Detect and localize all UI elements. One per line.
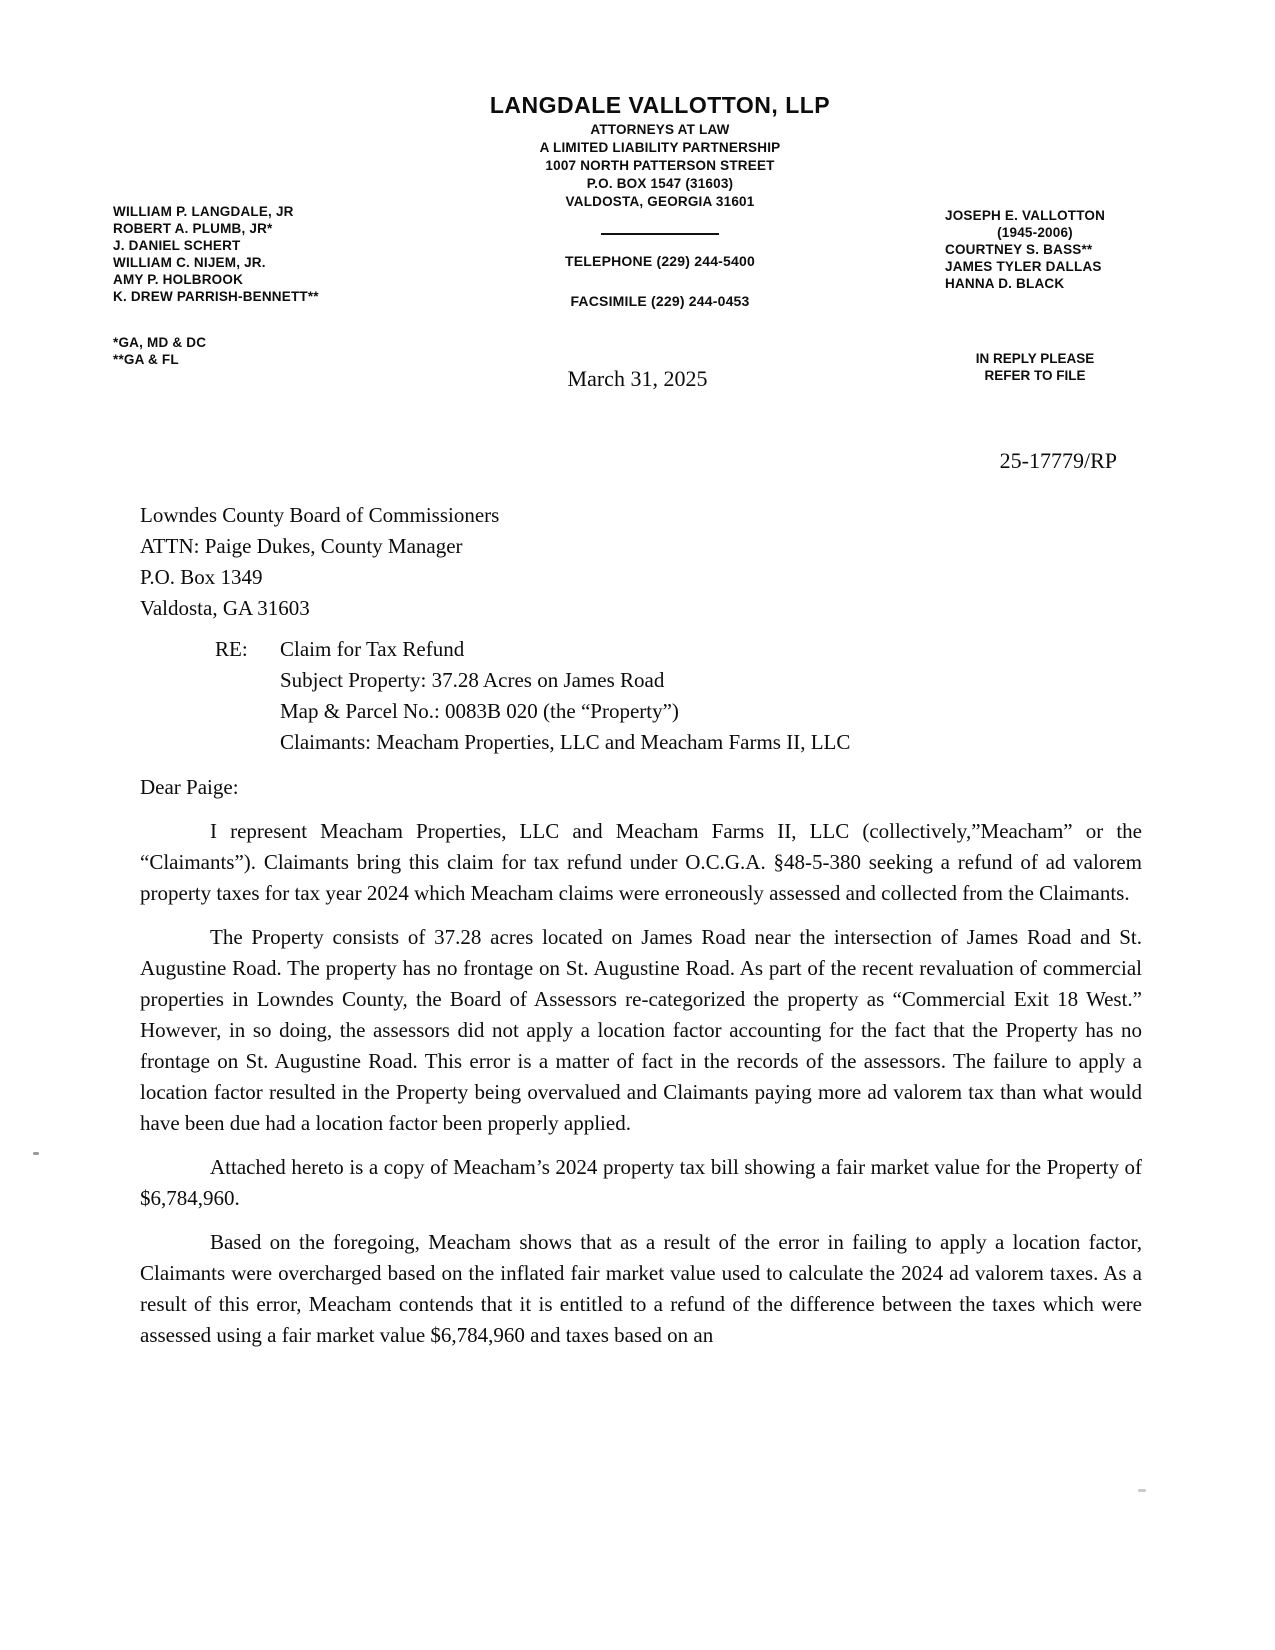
attorney-memorial-years: (1945-2006) <box>997 225 1073 240</box>
firm-facsimile: FACSIMILE (229) 244-0453 <box>570 293 750 309</box>
scan-speck <box>1138 1489 1146 1492</box>
bar-admission-notes <box>113 334 403 368</box>
file-number: 25-17779/RP <box>999 448 1117 473</box>
recipient-line: ATTN: Paige Dukes, County Manager <box>140 534 463 558</box>
bar-note: *GA, MD & DC <box>113 335 207 350</box>
recipient-line: Valdosta, GA 31603 <box>140 596 310 620</box>
scan-speck <box>33 1152 39 1155</box>
letterhead-divider <box>601 233 719 235</box>
firm-telephone: TELEPHONE (229) 244-5400 <box>565 253 755 269</box>
re-line: Map & Parcel No.: 0083B 020 (the “Property”) <box>280 699 679 723</box>
re-line: Claim for Tax Refund <box>280 637 465 661</box>
re-line: Claimants: Meacham Properties, LLC and Meacham Farms II, LLC <box>280 730 851 754</box>
reply-note-line1: IN REPLY PLEASE <box>975 351 1095 366</box>
firm-name: LANGDALE VALLOTTON, LLP <box>489 92 831 118</box>
attorney-name: ROBERT A. PLUMB, JR* <box>113 221 273 236</box>
body-paragraph-1: I represent Meacham Properties, LLC and Meacham Farms II, LLC (collectively,”Meacham” or the “Claimants”). Claimants bring this claim for tax refund under O.C.G.A. §48-5-380 seeking a refund of ad valorem property taxes for tax year 2024 which Meacham claims were erroneously assessed and collected from the Claimants. <box>140 819 1142 905</box>
attorney-name: AMY P. HOLBROOK <box>113 272 244 287</box>
re-label: RE: <box>215 637 248 661</box>
attorney-name: JOSEPH E. VALLOTTON <box>945 208 1106 223</box>
re-line: Subject Property: 37.28 Acres on James Road <box>280 668 665 692</box>
attorney-name: WILLIAM C. NIJEM, JR. <box>113 255 266 270</box>
re-block <box>215 634 1142 758</box>
attorney-list-right <box>945 207 1125 292</box>
firm-city-state: VALDOSTA, GEORGIA 31601 <box>565 194 755 209</box>
reply-note-line2: REFER TO FILE <box>984 368 1086 383</box>
recipient-line: Lowndes County Board of Commissioners <box>140 503 500 527</box>
body-paragraph-4: Based on the foregoing, Meacham shows that as a result of the error in failing to apply a location factor, Claimants were overcharged based on the inflated fair market value used to calculate the 2024 ad valorem taxes. As a result of this error, Meacham contends that it is entitled to a refund of the difference between the taxes which were assessed using a fair market value $6,784,960 and taxes based on an <box>140 1230 1142 1347</box>
letter-body <box>140 500 1142 1351</box>
re-lines <box>280 634 850 758</box>
attorney-name: WILLIAM P. LANGDALE, JR <box>113 204 294 219</box>
attorney-name: J. DANIEL SCHERT <box>113 238 241 253</box>
attorney-name: K. DREW PARRISH-BENNETT** <box>113 289 319 304</box>
firm-tagline-llp: A LIMITED LIABILITY PARTNERSHIP <box>539 140 781 155</box>
recipient-line: P.O. Box 1349 <box>140 565 263 589</box>
letterhead-center <box>380 92 940 309</box>
body-paragraph-2: The Property consists of 37.28 acres located on James Road near the intersection of James Road and St. Augustine Road. The property has no frontage on St. Augustine Road. As part of the recent revaluation of commercial properties in Lowndes County, the Board of Assessors re-categorized the property as “Commercial Exit 18 West.” However, in so doing, the assessors did not apply a location factor accounting for the fact that the Property has no frontage on St. Augustine Road. This error is a matter of fact in the records of the assessors. The failure to apply a location factor resulted in the Property being overvalued and Claimants paying more ad valorem tax than what would have been due had a location factor been properly applied. <box>140 925 1142 1135</box>
attorney-name: JAMES TYLER DALLAS <box>945 259 1102 274</box>
salutation: Dear Paige: <box>140 775 239 799</box>
body-paragraph-3: Attached hereto is a copy of Meacham’s 2024 property tax bill showing a fair market value for the Property of $6,784,960. <box>140 1155 1142 1210</box>
firm-po-box: P.O. BOX 1547 (31603) <box>586 176 734 191</box>
bar-note: **GA & FL <box>113 352 179 367</box>
firm-street-address: 1007 NORTH PATTERSON STREET <box>545 158 775 173</box>
recipient-address <box>140 500 1142 624</box>
attorney-name: COURTNEY S. BASS** <box>945 242 1093 257</box>
attorney-name: HANNA D. BLACK <box>945 276 1065 291</box>
letter-date: March 31, 2025 <box>567 366 708 391</box>
attorney-list-left <box>113 203 403 368</box>
firm-tagline-attorneys: ATTORNEYS AT LAW <box>590 122 730 137</box>
